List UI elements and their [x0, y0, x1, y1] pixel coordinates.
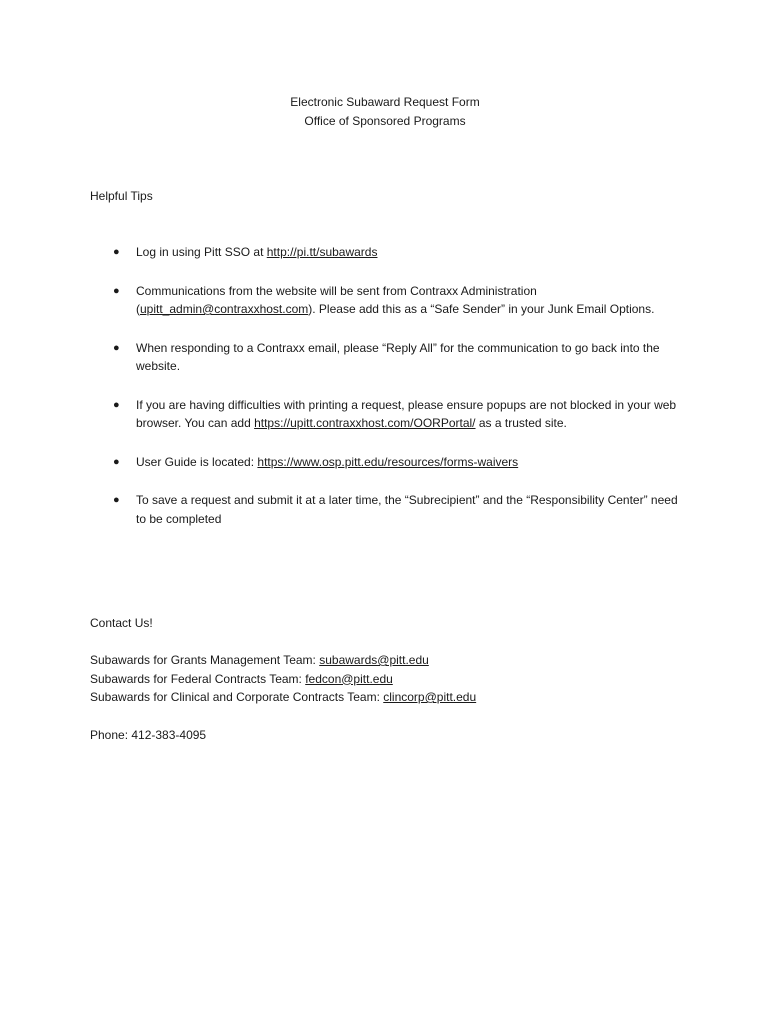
list-item	[90, 396, 690, 433]
portal-link[interactable]: https://upitt.contraxxhost.com/OORPortal/	[254, 416, 476, 430]
contact-heading: Contact Us!	[90, 616, 153, 630]
sso-link[interactable]: http://pi.tt/subawards	[266, 245, 378, 259]
contact-federal-line	[90, 670, 393, 689]
bullet-icon: ●	[113, 455, 120, 468]
contact-grants-line	[90, 651, 429, 670]
list-item	[90, 282, 690, 319]
tip-text: When responding to a Contraxx email, please “Reply All” for the communication to go back into the website.	[136, 340, 660, 373]
bullet-icon: ●	[113, 284, 120, 297]
tip-text: as a trusted site.	[475, 416, 567, 430]
helpful-tips-heading: Helpful Tips	[90, 189, 153, 203]
admin-email-link[interactable]: upitt_admin@contraxxhost.com	[140, 302, 309, 316]
federal-email-link[interactable]: fedcon@pitt.edu	[305, 671, 393, 686]
bullet-icon: ●	[113, 341, 120, 354]
list-item	[90, 339, 690, 376]
tip-text: Log in using Pitt SSO at	[136, 245, 267, 259]
grants-email-link[interactable]: subawards@pitt.edu	[319, 653, 429, 667]
tip-text: Communications from the website will be sent from Contraxx Administration (	[136, 283, 537, 316]
contact-label: Subawards for Grants Management Team:	[90, 653, 320, 667]
contact-label: Subawards for Federal Contracts Team:	[90, 671, 306, 686]
list-item	[90, 491, 690, 528]
tip-text: To save a request and submit it at a later time, the “Subrecipient” and the “Responsibility Center” need to be completed	[136, 493, 678, 526]
bullet-icon: ●	[113, 398, 120, 411]
tip-text: ). Please add this as a “Safe Sender” in your Junk Email Options.	[308, 302, 655, 316]
title-block	[0, 93, 770, 130]
tip-text: User Guide is located:	[136, 454, 258, 469]
list-item	[90, 453, 690, 472]
user-guide-link[interactable]: https://www.osp.pitt.edu/resources/forms-waivers	[257, 454, 519, 469]
clinical-email-link[interactable]: clincorp@pitt.edu	[383, 690, 477, 704]
phone-number: Phone: 412-383-4095	[90, 728, 207, 742]
page-title: Electronic Subaward Request Form	[290, 95, 480, 109]
page-subtitle: Office of Sponsored Programs	[304, 113, 466, 128]
contact-label: Subawards for Clinical and Corporate Contracts Team:	[90, 690, 384, 704]
contact-clinical-line	[90, 688, 476, 707]
tips-list	[90, 243, 690, 548]
bullet-icon: ●	[113, 494, 120, 506]
bullet-icon: ●	[113, 246, 120, 258]
list-item	[90, 243, 690, 262]
tip-text: If you are having difficulties with printing a request, please ensure popups are not blocked in your web browser. You can add	[136, 397, 677, 430]
